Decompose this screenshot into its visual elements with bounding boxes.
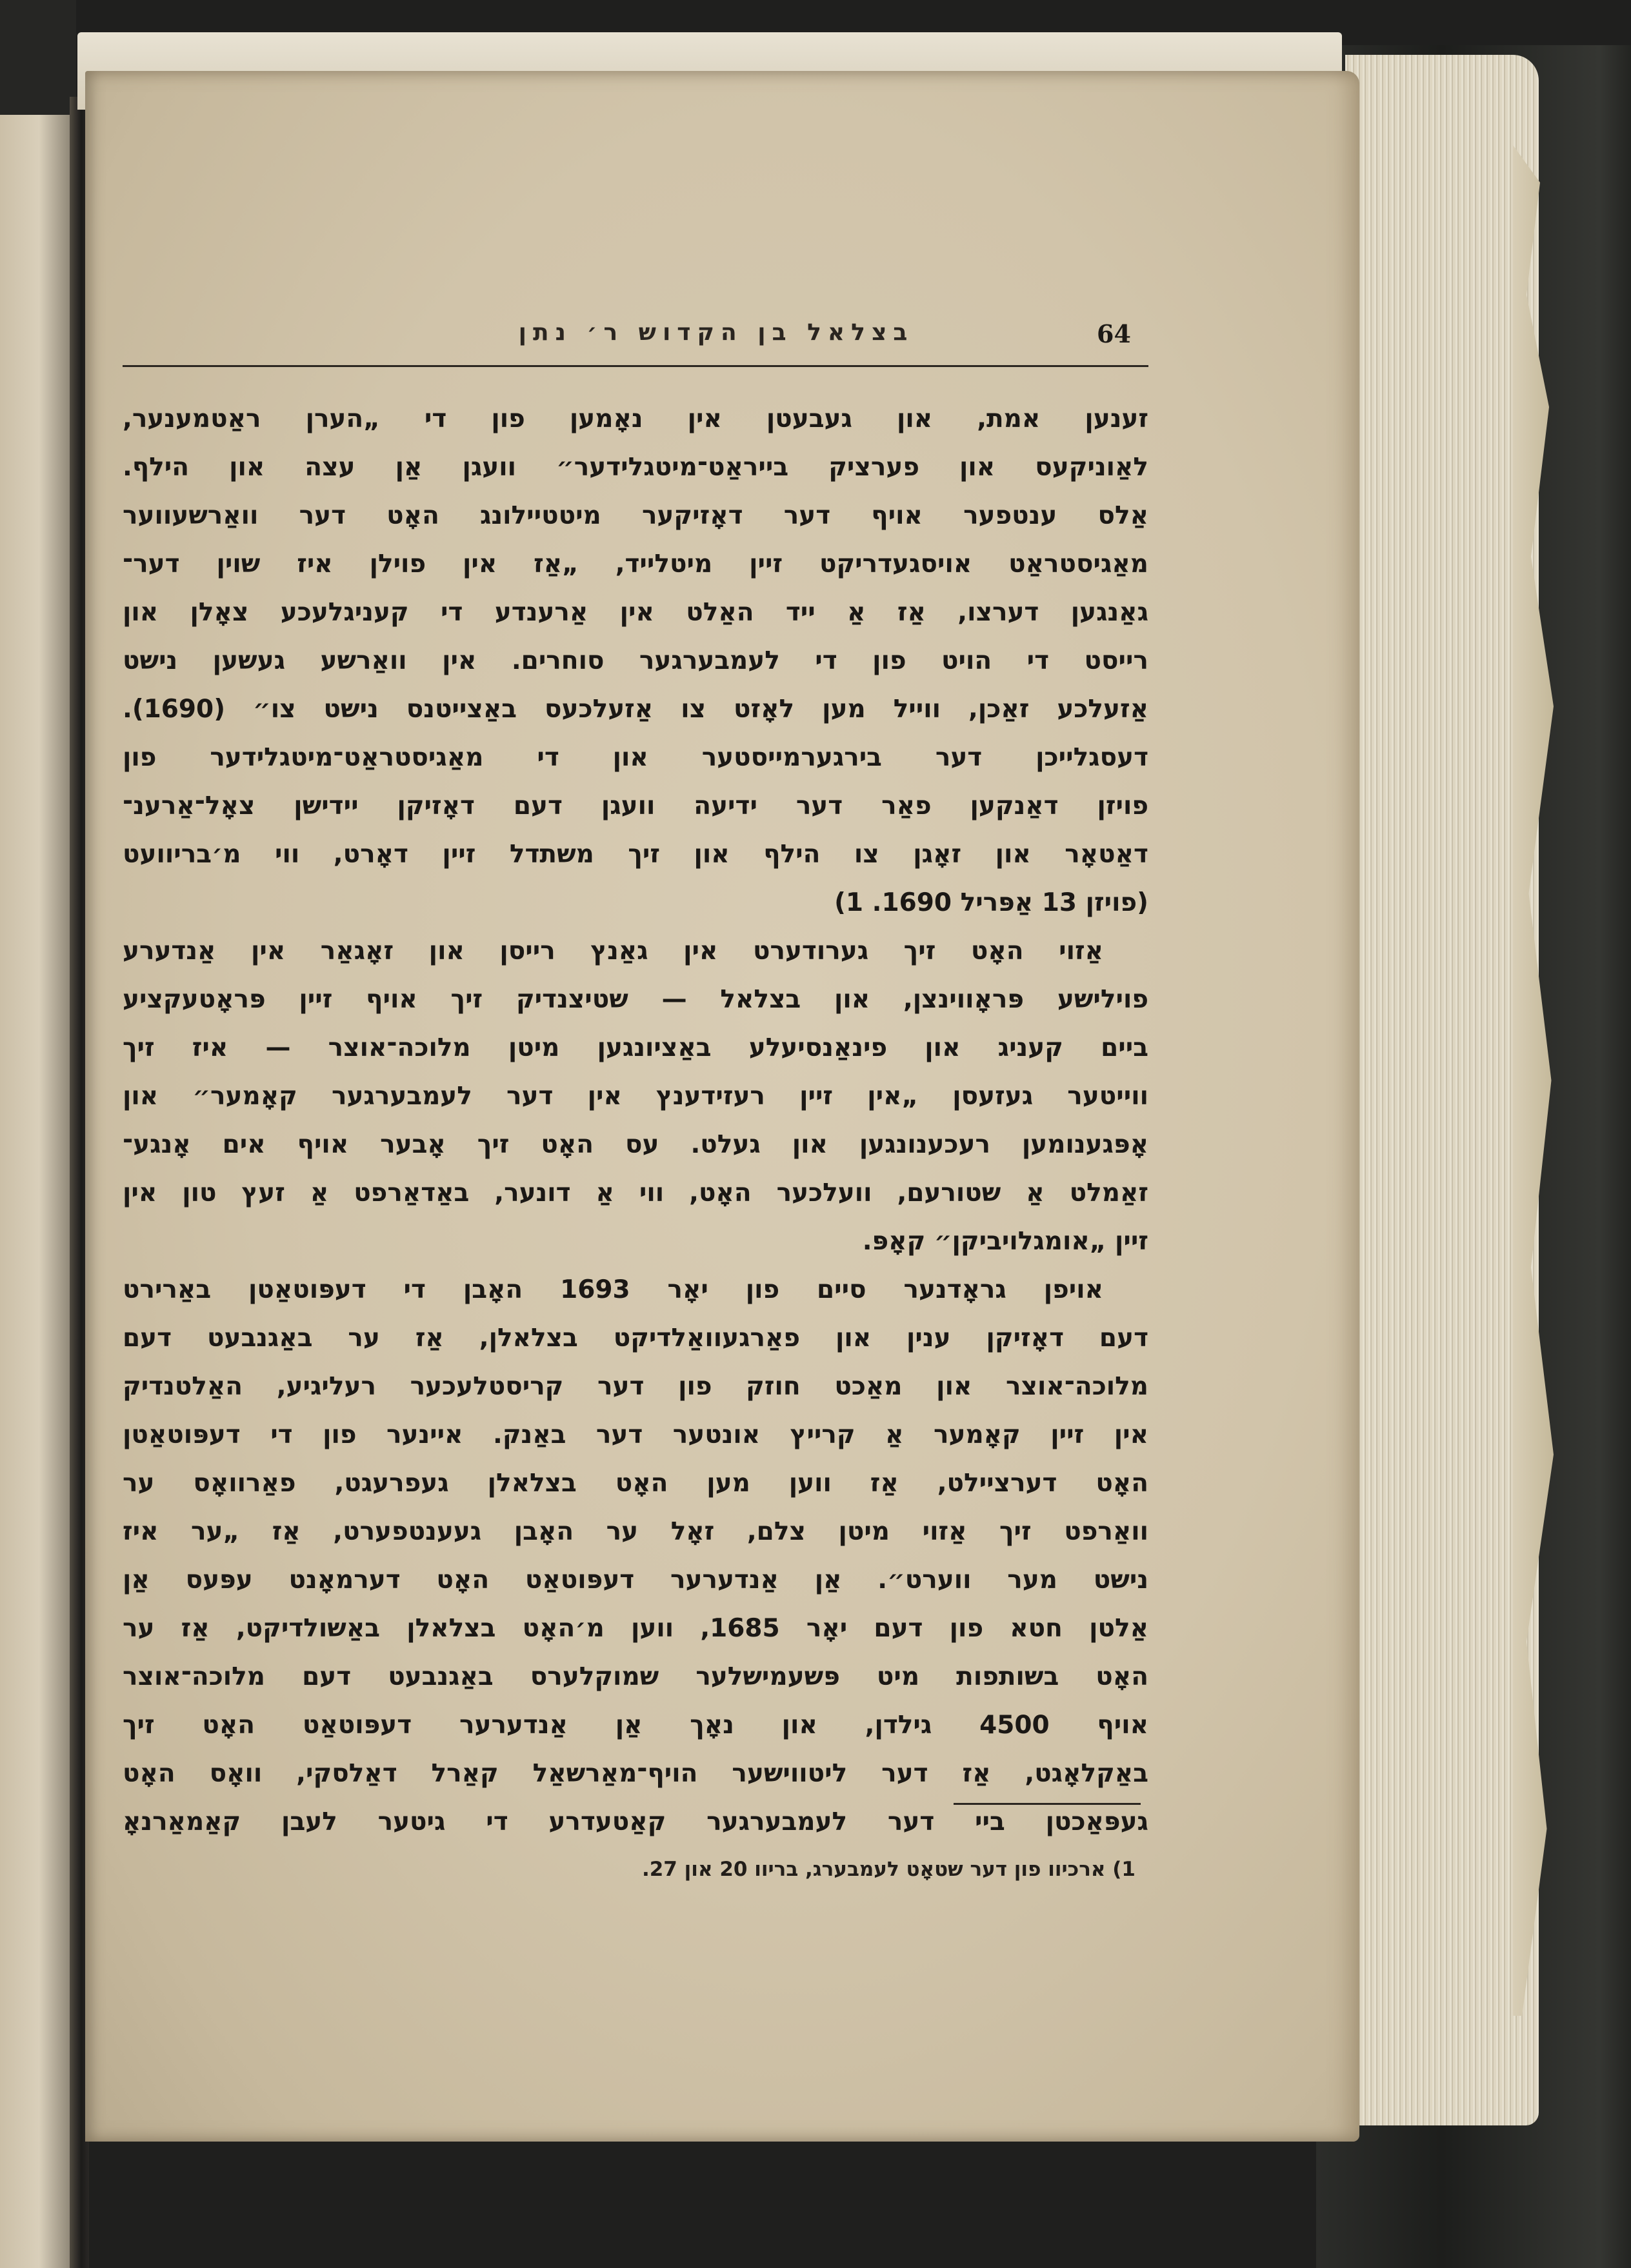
- text-line: אין זיין קאָמער אַ קרייץ אונטער דער באַנק. איינער פון די דעפּוטאַטן: [123, 1420, 1148, 1449]
- text-line: אַזעלכע זאַכן, ווייל מען לאָזט צו אַזעלכעס באַצייטנס נישט צו״ (1690).: [123, 695, 1148, 724]
- text-line: אויף 4500 גילדן, און נאָך אַן אַנדערער דעפּוטאַט האָט זיך: [123, 1711, 1148, 1740]
- text-line: וואַרפט זיך אַזוי מיטן צלם, זאָל ער האָבן געענטפערט, אַז „ער איז: [123, 1517, 1148, 1546]
- text-line: אָפּגענומען רעכענונגען און געלט. עס האָט זיך אָבער אויף אים אָנגע־: [123, 1130, 1148, 1159]
- text-line: אַלס ענטפער אויף דער דאָזיקער מיטטיילונג האָט דער וואַרשעווער: [123, 501, 1148, 530]
- text-line: פויזן דאַנקען פאַר דער ידיעה וועגן דעם דאָזיקן יידישן צאָל־אַרענ־: [123, 791, 1148, 821]
- text-line: ווייטער געזעסן „אין זיין רעזידענץ אין דער לעמבערגער קאָמער״ און: [123, 1082, 1148, 1111]
- text-line: באַקלאָגט, אַז דער ליטווישער הויף־מאַרשאַל קאַרל דאַלסקי, וואָס האָט: [123, 1759, 1148, 1788]
- text-line: מאַגיסטראַט אויסגעדריקט זיין מיטלייד, „אַז אין פוילן איז שוין דער־: [123, 550, 1148, 579]
- page-edges: [1345, 55, 1539, 2125]
- facing-page-edge: [0, 115, 71, 2268]
- text-line: דעסגלייכן דער בירגערמייסטער און די מאַגיסטראַט־מיטגלידער פון: [123, 743, 1148, 772]
- text-line: זאַמלט אַ שטורעם, וועלכער האָט, ווי אַ דונער, באַדאַרפט אַ זעץ טון אין: [123, 1179, 1148, 1208]
- page-number: 64: [1097, 319, 1131, 348]
- header-rule: [123, 365, 1148, 367]
- text-line: אַלטן חטא פון דעם יאָר 1685, ווען מ׳האָט בצלאלן באַשולדיקט, אַז ער: [123, 1614, 1149, 1643]
- running-head-title: בצלאל בן הקדוש ר׳ נתן: [518, 319, 914, 346]
- text-line: זענען אמת, און געבעטן אין נאָמען פון די „הערן ראַטמענער,: [123, 404, 1148, 433]
- footnote: 1) ארכיוו פון דער שטאָט לעמבערג, בריוו 20 און 27.: [641, 1858, 1136, 1881]
- text-line: דאַטאָר און זאָגן צו הילף און זיך משתדל זיין דאָרט, ווי מ׳בריוועט: [123, 840, 1148, 869]
- text-line: אויפן גראָדנער סיים פון יאָר 1693 האָבן די דעפּוטאַטן באַרירט: [123, 1275, 1104, 1304]
- text-line: האָט דערציילט, אַז ווען מען האָט בצלאלן געפרעגט, פאַרוואָס ער: [123, 1469, 1148, 1498]
- text-line: לאַוניקעס און פערציק בייראַט־מיטגלידער״ וועגן אַן עצה און הילף.: [123, 453, 1148, 482]
- text-line: רייסט די הויט פון די לעמבערגער סוחרים. אין וואַרשע געשען נישט: [123, 646, 1148, 675]
- text-line: מלוכה־אוצר און מאַכט חוזק פון דער קריסטלעכער רעליגיע, האַלטנדיק: [123, 1372, 1148, 1401]
- body-text: [123, 395, 1148, 1846]
- text-line: אַזוי האָט זיך גערודערט אין גאַנץ רייסן און זאָגאַר אין אַנדערע: [123, 937, 1103, 966]
- text-line: גאַנגען דערצו, אַז אַ ייד האַלט אין אַרענדע די קעניגלעכע צאָלן און: [123, 598, 1148, 627]
- text-line: געפּאַכטן ביי דער לעמבערגער קאַטעדרע די גיטער לעבן קאַמאַרנאָ: [123, 1807, 1148, 1836]
- text-line: נישט מער ווערט״. אַן אַנדערער דעפּוטאַט האָט דערמאָנט עפּעס אַן: [123, 1566, 1148, 1595]
- text-line: דעם דאָזיקן ענין און פאַרגעוואַלדיקט בצלאלן, אַז ער באַגנבעט דעם: [123, 1324, 1148, 1353]
- running-head: [123, 319, 1148, 364]
- text-line: ביים קעניג און פינאַנסיעלע באַציונגען מיטן מלוכה־אוצר — איז זיך: [123, 1033, 1148, 1062]
- left-page-top-shadow: [0, 0, 76, 116]
- text-line: (פויזן 13 אַפּריל 1690. 1): [834, 888, 1148, 917]
- footnote-rule: [954, 1803, 1141, 1805]
- text-line: האָט בשותפות מיט פּשעמישלער שמוקלערס באַגנבעט דעם מלוכה־אוצר: [123, 1662, 1148, 1691]
- text-line: פוילישע פּראָווינצן, און בצלאל — שטיצנדיק זיך אויף זיין פּראָטעקציע: [123, 985, 1148, 1014]
- text-line: זיין „אומגלויביקן״ קאָפּ.: [862, 1227, 1148, 1256]
